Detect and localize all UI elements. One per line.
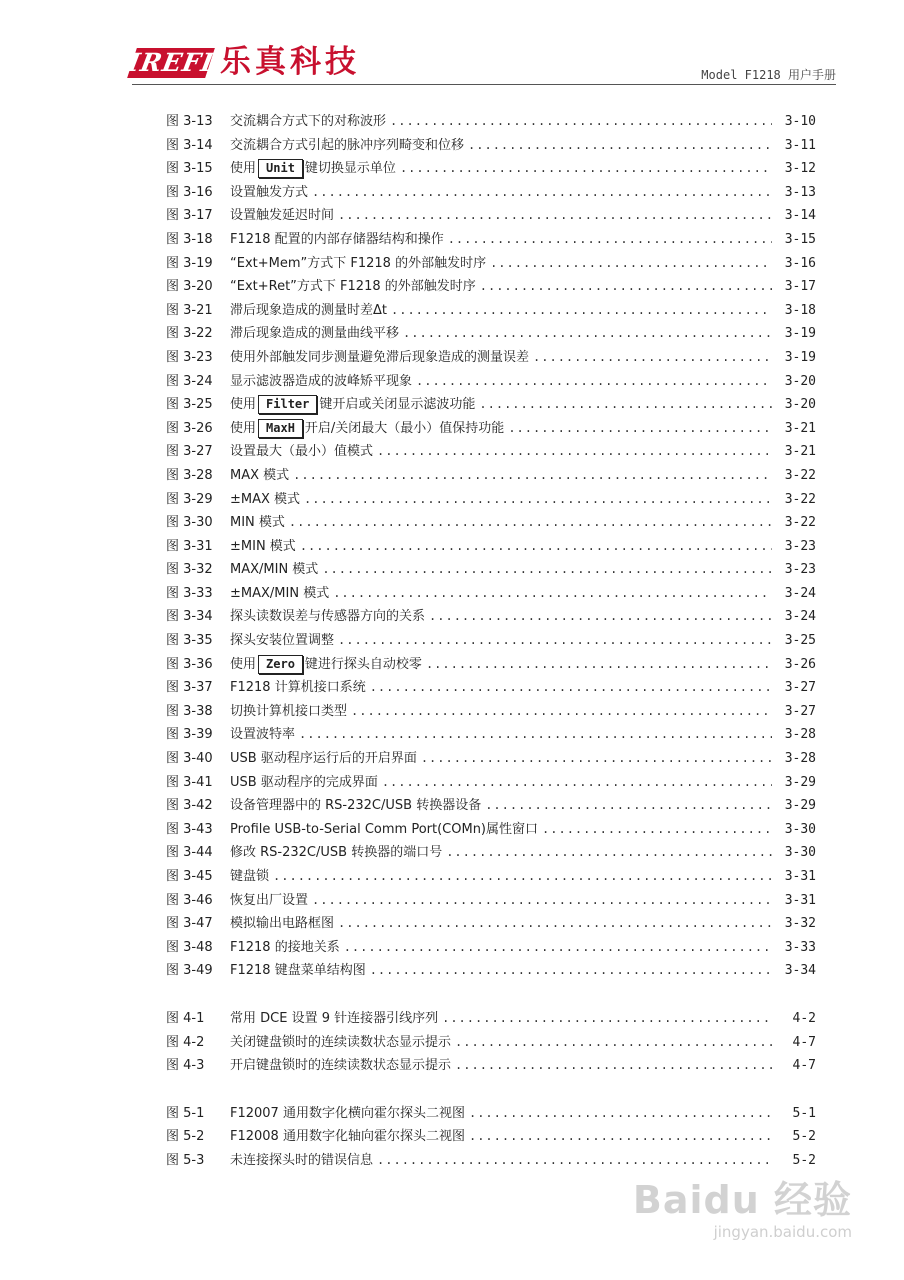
toc-entry[interactable] bbox=[166, 700, 816, 724]
figure-number: 图 3-40 bbox=[166, 751, 213, 767]
toc-entry[interactable] bbox=[166, 535, 816, 559]
toc-entry[interactable] bbox=[166, 818, 816, 842]
dot-leader bbox=[304, 488, 772, 512]
dot-leader bbox=[468, 134, 772, 158]
figure-list bbox=[166, 110, 816, 1173]
page-number: 3-30 bbox=[784, 821, 816, 837]
figure-title bbox=[230, 653, 422, 677]
dot-leader bbox=[289, 511, 772, 535]
figure-number: 图 5-3 bbox=[166, 1152, 205, 1168]
dot-leader bbox=[351, 700, 772, 724]
page-number: 3-34 bbox=[784, 963, 816, 979]
page-number: 3-32 bbox=[784, 916, 816, 932]
figure-number: 图 3-31 bbox=[166, 538, 213, 554]
dot-leader bbox=[312, 889, 772, 913]
toc-entry[interactable] bbox=[166, 204, 816, 228]
figure-number: 图 3-30 bbox=[166, 515, 213, 531]
figure-title: 探头安装位置调整 bbox=[230, 633, 335, 649]
toc-entry[interactable] bbox=[166, 464, 816, 488]
figure-title: 交流耦合方式下的对称波形 bbox=[230, 114, 387, 129]
figure-number: 图 4-2 bbox=[166, 1034, 205, 1050]
page-number: 4-2 bbox=[792, 1010, 816, 1026]
figure-title: 修改 RS-232C/USB 转换器的端口号 bbox=[230, 845, 443, 861]
title-prefix: 使用 bbox=[230, 161, 257, 177]
figure-title: 设备管理器中的 RS-232C/USB 转换器设备 bbox=[230, 798, 482, 814]
dot-leader bbox=[273, 865, 772, 889]
dot-leader bbox=[370, 676, 772, 700]
dot-leader bbox=[479, 393, 772, 417]
page-number: 3-15 bbox=[784, 231, 816, 247]
toc-entry[interactable] bbox=[166, 110, 816, 134]
toc-entry[interactable] bbox=[166, 653, 816, 677]
dot-leader bbox=[403, 322, 772, 346]
page-number: 3-25 bbox=[784, 633, 816, 649]
figure-title: 常用 DCE 设置 9 针连接器引线序列 bbox=[230, 1010, 439, 1026]
toc-entry[interactable] bbox=[166, 629, 816, 653]
figure-number: 图 3-39 bbox=[166, 727, 213, 743]
toc-entry[interactable] bbox=[166, 228, 816, 252]
dot-leader bbox=[542, 818, 772, 842]
toc-entry[interactable] bbox=[166, 676, 816, 700]
page-number: 3-17 bbox=[784, 279, 816, 295]
toc-entry[interactable] bbox=[166, 1054, 816, 1078]
figure-number: 图 3-13 bbox=[166, 114, 213, 129]
figure-title: USB 驱动程序的完成界面 bbox=[230, 774, 378, 790]
page-number: 3-27 bbox=[784, 680, 816, 696]
figure-group bbox=[166, 1102, 816, 1173]
figure-title: ±MAX/MIN 模式 bbox=[230, 585, 330, 601]
figure-number: 图 3-25 bbox=[166, 397, 213, 413]
figure-number: 图 3-49 bbox=[166, 963, 213, 979]
figure-number: 图 3-16 bbox=[166, 184, 213, 200]
figure-number: 图 3-32 bbox=[166, 562, 213, 578]
figure-number: 图 3-43 bbox=[166, 821, 213, 837]
figure-number: 图 3-24 bbox=[166, 373, 213, 389]
logo-text: IREFI bbox=[125, 48, 217, 77]
figure-number: 图 3-20 bbox=[166, 279, 213, 295]
toc-entry[interactable] bbox=[166, 582, 816, 606]
figure-number: 图 4-3 bbox=[166, 1058, 205, 1074]
page-number: 3-12 bbox=[784, 161, 816, 177]
toc-entry[interactable] bbox=[166, 1031, 816, 1055]
dot-leader bbox=[490, 252, 772, 276]
figure-number: 图 3-46 bbox=[166, 892, 213, 908]
figure-title: 滞后现象造成的测量曲线平移 bbox=[230, 326, 400, 342]
figure-number: 图 3-44 bbox=[166, 845, 213, 861]
toc-entry[interactable] bbox=[166, 488, 816, 512]
page-number: 3-16 bbox=[784, 255, 816, 271]
figure-title: 交流耦合方式引起的脉冲序列畸变和位移 bbox=[230, 137, 465, 153]
page-number: 3-23 bbox=[784, 538, 816, 554]
title-prefix: 使用 bbox=[230, 397, 257, 413]
toc-entry[interactable] bbox=[166, 440, 816, 464]
dot-leader bbox=[390, 110, 772, 134]
page-number: 5-2 bbox=[792, 1152, 816, 1168]
figure-title bbox=[230, 393, 475, 417]
figure-number: 图 3-33 bbox=[166, 585, 213, 601]
figure-title: F1218 键盘菜单结构图 bbox=[230, 963, 366, 979]
toc-entry[interactable] bbox=[166, 181, 816, 205]
dot-leader bbox=[377, 1149, 772, 1173]
dot-leader bbox=[480, 275, 772, 299]
figure-number: 图 5-1 bbox=[166, 1105, 205, 1121]
figure-title: “Ext+Mem”方式下 F1218 的外部触发时序 bbox=[230, 255, 487, 271]
page-number: 3-22 bbox=[784, 515, 816, 531]
page-number: 3-14 bbox=[784, 208, 816, 224]
dot-leader bbox=[300, 535, 772, 559]
key-label: Zero bbox=[258, 655, 303, 674]
title-suffix: 开启/关闭最大（最小）值保持功能 bbox=[304, 420, 505, 436]
toc-entry[interactable] bbox=[166, 1149, 816, 1173]
dot-leader bbox=[469, 1102, 772, 1126]
figure-title: 恢复出厂设置 bbox=[230, 892, 309, 908]
figure-title: F1218 配置的内部存储器结构和操作 bbox=[230, 231, 444, 247]
dot-leader bbox=[338, 204, 772, 228]
page-number: 3-19 bbox=[784, 326, 816, 342]
figure-number: 图 3-17 bbox=[166, 208, 213, 224]
page-number: 3-23 bbox=[784, 562, 816, 578]
title-prefix: 使用 bbox=[230, 420, 257, 436]
toc-entry[interactable] bbox=[166, 275, 816, 299]
title-suffix: 键切换显示单位 bbox=[304, 161, 396, 177]
figure-number: 图 3-18 bbox=[166, 231, 213, 247]
figure-number: 图 3-35 bbox=[166, 633, 213, 649]
toc-entry[interactable] bbox=[166, 157, 816, 181]
page-number: 5-2 bbox=[792, 1129, 816, 1145]
figure-number: 图 3-23 bbox=[166, 349, 213, 365]
figure-title: MAX 模式 bbox=[230, 467, 290, 483]
page-header bbox=[0, 0, 904, 90]
dot-leader bbox=[508, 417, 772, 441]
toc-entry[interactable] bbox=[166, 605, 816, 629]
figure-title: ±MIN 模式 bbox=[230, 538, 296, 554]
figure-title: 设置波特率 bbox=[230, 727, 296, 743]
page-number: 3-21 bbox=[784, 420, 816, 436]
dot-leader bbox=[312, 181, 772, 205]
dot-leader bbox=[377, 440, 772, 464]
figure-number: 图 3-42 bbox=[166, 798, 213, 814]
toc-entry[interactable] bbox=[166, 1125, 816, 1149]
dot-leader bbox=[370, 959, 772, 983]
toc-entry[interactable] bbox=[166, 511, 816, 535]
figure-title: ±MAX 模式 bbox=[230, 491, 301, 507]
figure-number: 图 3-21 bbox=[166, 302, 213, 318]
toc-entry[interactable] bbox=[166, 841, 816, 865]
figure-number: 图 3-28 bbox=[166, 467, 213, 483]
toc-entry[interactable] bbox=[166, 1102, 816, 1126]
page-number: 3-31 bbox=[784, 869, 816, 884]
page-number: 3-22 bbox=[784, 491, 816, 507]
page-number: 3-30 bbox=[784, 845, 816, 861]
dot-leader bbox=[446, 841, 772, 865]
figure-title: 探头读数误差与传感器方向的关系 bbox=[230, 609, 426, 625]
manual-model-label: Model F1218 用户手册 bbox=[701, 68, 836, 82]
dot-leader bbox=[429, 605, 772, 629]
page-number: 3-24 bbox=[784, 585, 816, 601]
page-number: 3-24 bbox=[784, 609, 816, 625]
page-number: 3-26 bbox=[784, 656, 816, 672]
page-number: 4-7 bbox=[792, 1034, 816, 1050]
dot-leader bbox=[344, 936, 772, 960]
figure-number: 图 3-19 bbox=[166, 255, 213, 271]
figure-number: 图 5-2 bbox=[166, 1129, 205, 1145]
dot-leader bbox=[426, 653, 772, 677]
figure-title: MAX/MIN 模式 bbox=[230, 562, 319, 578]
dot-leader bbox=[448, 228, 772, 252]
page-number: 3-22 bbox=[784, 467, 816, 483]
figure-number: 图 3-47 bbox=[166, 916, 213, 932]
toc-entry[interactable] bbox=[166, 252, 816, 276]
figure-title bbox=[230, 417, 504, 441]
page-number: 3-33 bbox=[784, 939, 816, 955]
figure-title: MIN 模式 bbox=[230, 515, 285, 531]
figure-number: 图 3-29 bbox=[166, 491, 213, 507]
figure-title: Profile USB-to-Serial Comm Port(COMn)属性窗口 bbox=[230, 821, 539, 837]
toc-entry[interactable] bbox=[166, 346, 816, 370]
dot-leader bbox=[338, 912, 772, 936]
figure-title: 设置最大（最小）值模式 bbox=[230, 444, 374, 460]
page-number: 3-18 bbox=[784, 302, 816, 318]
page-number: 3-29 bbox=[784, 798, 816, 814]
figure-title: 设置触发延迟时间 bbox=[230, 208, 335, 224]
toc-entry[interactable] bbox=[166, 747, 816, 771]
irefi-logo bbox=[127, 48, 215, 78]
dot-leader bbox=[338, 629, 772, 653]
watermark-brand: Baidu 经验 bbox=[632, 1178, 852, 1222]
page-number: 3-11 bbox=[784, 137, 816, 153]
toc-entry[interactable] bbox=[166, 889, 816, 913]
page-number: 3-27 bbox=[784, 703, 816, 719]
dot-leader bbox=[400, 157, 772, 181]
figure-title: 模拟输出电路框图 bbox=[230, 916, 335, 932]
figure-title: F1218 计算机接口系统 bbox=[230, 680, 366, 696]
company-name: 乐真科技 bbox=[220, 44, 360, 80]
toc-entry[interactable] bbox=[166, 370, 816, 394]
dot-leader bbox=[533, 346, 772, 370]
toc-entry[interactable] bbox=[166, 322, 816, 346]
page-number: 5-1 bbox=[792, 1105, 816, 1121]
dot-leader bbox=[299, 723, 772, 747]
dot-leader bbox=[442, 1007, 772, 1031]
figure-title: 显示滤波器造成的波峰矫平现象 bbox=[230, 373, 413, 389]
toc-entry[interactable] bbox=[166, 1007, 816, 1031]
page-number: 3-13 bbox=[784, 184, 816, 200]
dot-leader bbox=[485, 794, 772, 818]
figure-group bbox=[166, 110, 816, 983]
key-label: Unit bbox=[258, 159, 303, 178]
page-number: 3-31 bbox=[784, 892, 816, 908]
figure-number: 图 3-48 bbox=[166, 939, 213, 955]
dot-leader bbox=[382, 771, 772, 795]
page-number: 3-20 bbox=[784, 373, 816, 389]
figure-number: 图 3-26 bbox=[166, 420, 213, 436]
title-prefix: 使用 bbox=[230, 656, 257, 672]
page-number: 3-19 bbox=[784, 349, 816, 365]
toc-entry[interactable] bbox=[166, 558, 816, 582]
page-number: 3-20 bbox=[784, 397, 816, 413]
title-suffix: 键开启或关闭显示滤波功能 bbox=[319, 397, 476, 413]
figure-title: F1218 的接地关系 bbox=[230, 939, 340, 955]
figure-title: 开启键盘锁时的连续读数状态显示提示 bbox=[230, 1058, 452, 1074]
key-label: Filter bbox=[258, 395, 317, 414]
toc-entry[interactable] bbox=[166, 865, 816, 889]
toc-entry[interactable] bbox=[166, 134, 816, 158]
figure-title: “Ext+Ret”方式下 F1218 的外部触发时序 bbox=[230, 279, 476, 295]
toc-entry[interactable] bbox=[166, 393, 816, 417]
toc-entry[interactable] bbox=[166, 959, 816, 983]
figure-number: 图 3-41 bbox=[166, 774, 213, 790]
toc-entry[interactable] bbox=[166, 912, 816, 936]
watermark-url: jingyan.baidu.com bbox=[713, 1223, 852, 1241]
figure-title: 使用外部触发同步测量避免滞后现象造成的测量误差 bbox=[230, 349, 530, 365]
toc-entry[interactable] bbox=[166, 723, 816, 747]
page-number: 4-7 bbox=[792, 1058, 816, 1074]
toc-entry[interactable] bbox=[166, 936, 816, 960]
page-number: 3-21 bbox=[784, 444, 816, 460]
toc-entry[interactable] bbox=[166, 299, 816, 323]
key-label: MaxH bbox=[258, 419, 303, 438]
figure-number: 图 3-15 bbox=[166, 161, 213, 177]
figure-number: 图 3-34 bbox=[166, 609, 213, 625]
baidu-watermark bbox=[633, 1178, 852, 1242]
figure-title: F12007 通用数字化横向霍尔探头二视图 bbox=[230, 1105, 465, 1121]
header-divider bbox=[132, 84, 836, 85]
figure-title bbox=[230, 157, 396, 181]
figure-number: 图 3-45 bbox=[166, 869, 213, 884]
dot-leader bbox=[293, 464, 772, 488]
figure-number: 图 3-22 bbox=[166, 326, 213, 342]
dot-leader bbox=[416, 370, 772, 394]
dot-leader bbox=[455, 1054, 772, 1078]
figure-number: 图 3-14 bbox=[166, 137, 213, 153]
figure-title: 键盘锁 bbox=[230, 869, 270, 884]
dot-leader bbox=[333, 582, 772, 606]
dot-leader bbox=[391, 299, 772, 323]
dot-leader bbox=[455, 1031, 772, 1055]
toc-entry[interactable] bbox=[166, 794, 816, 818]
figure-number: 图 3-27 bbox=[166, 444, 213, 460]
figure-title: 关闭键盘锁时的连续读数状态显示提示 bbox=[230, 1034, 452, 1050]
figure-title: 未连接探头时的错误信息 bbox=[230, 1152, 374, 1168]
figure-number: 图 3-37 bbox=[166, 680, 213, 696]
figure-number: 图 4-1 bbox=[166, 1010, 205, 1026]
dot-leader bbox=[469, 1125, 772, 1149]
toc-entry[interactable] bbox=[166, 771, 816, 795]
figure-title: 设置触发方式 bbox=[230, 184, 309, 200]
toc-entry[interactable] bbox=[166, 417, 816, 441]
figure-number: 图 3-38 bbox=[166, 703, 213, 719]
page-number: 3-28 bbox=[784, 751, 816, 767]
figure-title: USB 驱动程序运行后的开启界面 bbox=[230, 751, 417, 767]
dot-leader bbox=[421, 747, 772, 771]
figure-title: 切换计算机接口类型 bbox=[230, 703, 348, 719]
figure-number: 图 3-36 bbox=[166, 656, 213, 672]
figure-title: F12008 通用数字化轴向霍尔探头二视图 bbox=[230, 1129, 465, 1145]
title-suffix: 键进行探头自动校零 bbox=[304, 656, 422, 672]
figure-title: 滞后现象造成的测量时差Δt bbox=[230, 302, 387, 318]
page-number: 3-29 bbox=[784, 774, 816, 790]
figure-group bbox=[166, 1007, 816, 1078]
page-number: 3-10 bbox=[784, 114, 816, 129]
page-number: 3-28 bbox=[784, 727, 816, 743]
dot-leader bbox=[322, 558, 772, 582]
